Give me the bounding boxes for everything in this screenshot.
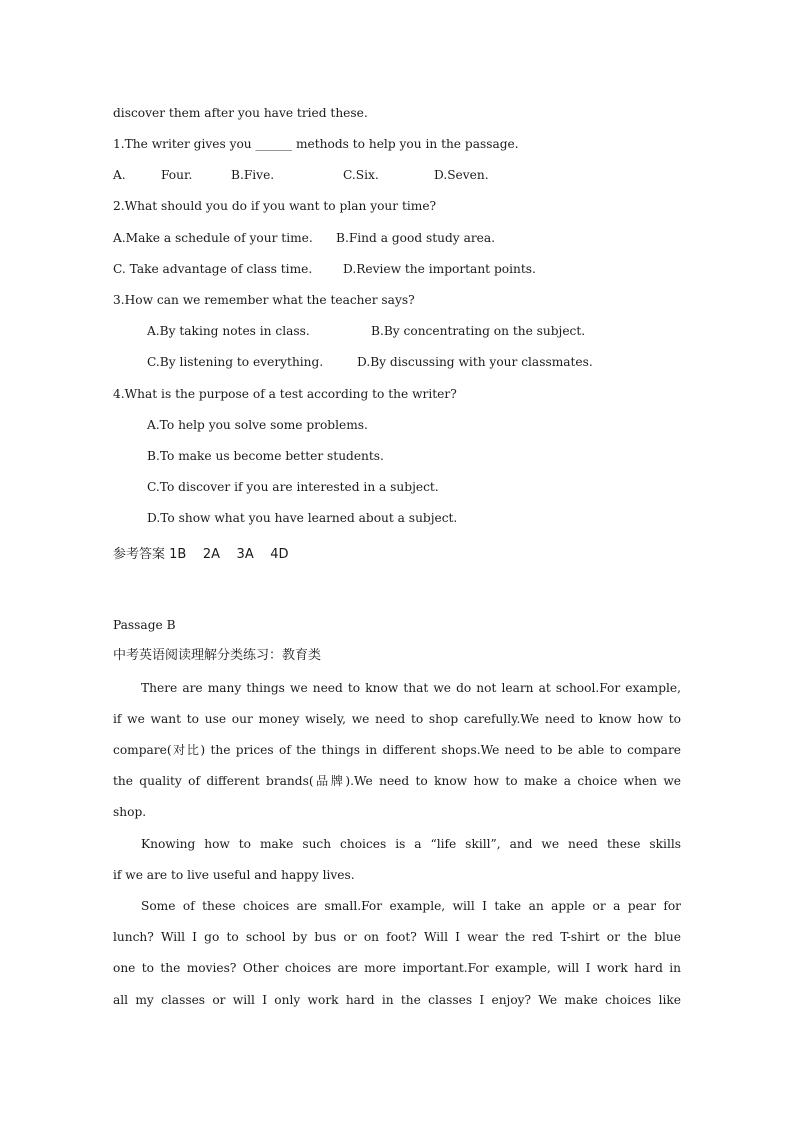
question-4-stem: 4.What is the purpose of a test according to the writer? [113,387,457,401]
q1-option-a-label: A. [113,168,126,182]
intro-tail-text: discover them after you have tried these. [113,106,368,120]
q1-option-d: D.Seven. [434,168,489,182]
passage-b-heading: Passage B [113,618,176,632]
answer-key: 参考答案 1B 2A 3A 4D [113,547,289,562]
paragraph-line: shop. [113,805,147,819]
paragraph-line: one to the movies? Other choices are more important.For example, will I work hard in [113,961,681,975]
paragraph-line: lunch? Will I go to school by bus or on foot? Will I wear the red T-shirt or the blue [113,930,681,944]
paragraph-line: There are many things we need to know that we do not learn at school.For example, [141,681,681,695]
q4-option-c: C.To discover if you are interested in a subject. [147,480,439,494]
question-3-stem: 3.How can we remember what the teacher says? [113,293,415,307]
q3-option-b: B.By concentrating on the subject. [371,324,586,338]
q3-option-a: A.By taking notes in class. [147,324,310,338]
paragraph-line: compare(对比) the prices of the things in different shops.We need to be able to compare [113,743,681,757]
q2-option-b: B.Find a good study area. [336,231,496,245]
paragraph-line: Knowing how to make such choices is a “life skill”, and we need these skills [141,837,681,851]
paragraph-line: if we want to use our money wisely, we need to shop carefully.We need to know how to [113,712,681,726]
q2-option-a: A.Make a schedule of your time. [113,231,313,245]
q2-option-d: D.Review the important points. [343,262,536,276]
question-1-stem: 1.The writer gives you ______ methods to help you in the passage. [113,137,519,151]
paragraph-line: if we are to live useful and happy lives. [113,868,355,882]
q3-option-d: D.By discussing with your classmates. [357,355,593,369]
passage-b-subtitle: 中考英语阅读理解分类练习：教育类 [113,648,322,663]
question-2-stem: 2.What should you do if you want to plan your time? [113,199,437,213]
paragraph-line: Some of these choices are small.For example, will I take an apple or a pear for [141,899,681,913]
q2-option-c: C. Take advantage of class time. [113,262,313,276]
q1-option-b: B.Five. [231,168,275,182]
q4-option-a: A.To help you solve some problems. [147,418,368,432]
q1-option-a-text: Four. [161,168,193,182]
q4-option-b: B.To make us become better students. [147,449,384,463]
q4-option-d: D.To show what you have learned about a subject. [147,511,458,525]
q3-option-c: C.By listening to everything. [147,355,324,369]
q1-option-c: C.Six. [343,168,379,182]
paragraph-line: the quality of different brands(品牌).We need to know how to make a choice when we [113,774,681,788]
paragraph-line: all my classes or will I only work hard in the classes I enjoy? We make choices like [113,993,681,1007]
